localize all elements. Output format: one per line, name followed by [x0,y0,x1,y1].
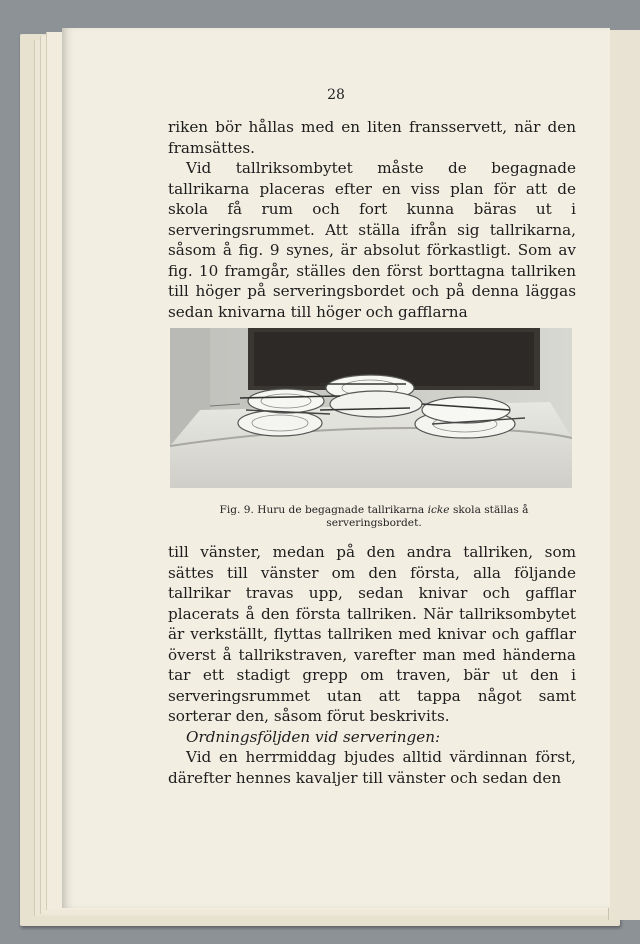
caption-emphasis: icke [427,504,450,516]
paragraph: Vid tallriksombytet måste de begagnade tallrikarna placeras efter en viss plan för att de skola få rum och fort kunna bäras ut i serveringsrummet. Att ställa ifrån sig tallrikarna, såsom å fig. 9 synes, är absolut förkastligt. Som av fig. 10 framgår, ställes den först borttagna tallriken till höger på serveringsbordet och på denna läggas sedan knivarna till höger och gafflarna [168,159,576,321]
facing-page-edge [608,30,640,920]
top-text-block [168,117,576,322]
paragraph: Vid en herrmiddag bjudes alltid värdinnan först, därefter hennes kavaljer till vänster och sedan den [168,748,576,787]
section-heading: Ordningsföljden vid serveringen: [186,727,441,746]
figure-caption [182,504,566,530]
plates-photo-illustration [170,328,572,488]
paragraph: till vänster, medan på den andra tallriken, som sättes till vänster om den första, alla följande tallrikar travas upp, sedan knivar och gafflar placerats å den första tallriken. När tallriksombytet är verkställt, flyttas tallriken med knivar och gafflar överst å tallrikstraven, varefter man med händerna tar ett stadigt grepp om traven, bär ut den i serveringsrummet utan att tappa något samt sorterar den, såsom förut beskrivits. [168,543,576,725]
figure-photo [170,328,572,488]
book-page [62,28,610,908]
page-number: 28 [327,87,345,103]
bottom-text-block [168,542,576,788]
caption-text: Fig. 9. Huru de begagnade tallrikarna [219,504,428,516]
caption-text: skola ställas å serveringsbordet. [326,504,529,529]
paragraph: riken bör hållas med en liten fransservett, när den framsättes. [168,118,576,157]
